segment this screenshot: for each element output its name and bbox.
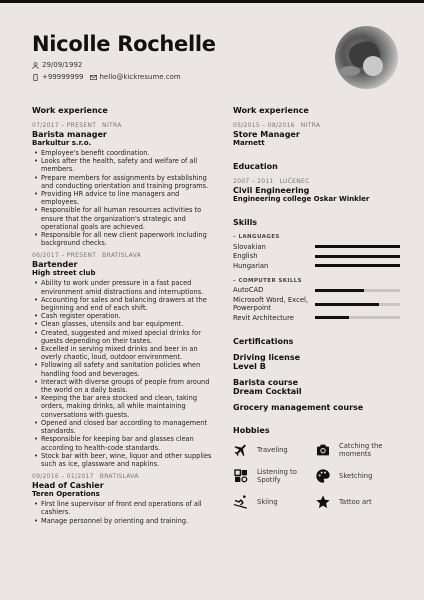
star-icon <box>315 494 331 510</box>
education-entry <box>233 178 403 204</box>
airplane-icon <box>233 442 249 458</box>
job-bullets <box>32 279 212 468</box>
skill-name: AutoCAD <box>233 286 264 295</box>
skill-row <box>233 313 403 323</box>
job-entry <box>32 122 212 247</box>
job-title: Store Manager <box>233 130 300 139</box>
bullet-item: • Looks after the health, safety and welfare of all members. <box>32 157 212 173</box>
job-dates: 09/2016 – 01/2017 <box>32 473 94 481</box>
job-company: Teren Operations <box>32 490 100 499</box>
person-icon <box>32 62 39 69</box>
phone-icon <box>32 74 39 81</box>
bullet-item: • Accounting for sales and balancing drawers at the beginning and end of each shift. <box>32 296 212 312</box>
bullet-item: • Responsible for all human resources activities to ensure that the organization's strategic and operational goals are achieved. <box>32 206 212 231</box>
contact-info <box>32 59 181 83</box>
education-school: Engineering college Oskar Winkler <box>233 195 370 203</box>
job-location: NITRA <box>300 122 321 129</box>
job-company: Marnett <box>233 139 265 147</box>
certification-name: Grocery management course <box>233 402 364 412</box>
bullet-item: • Following all safety and sanitation policies when handling food and beverages. <box>32 361 212 377</box>
job-company: Barkultur s.r.o. <box>32 139 92 147</box>
education-dates: 2007 – 2011 <box>233 178 274 185</box>
job-dates: 06/2017 – PRESENT <box>32 252 97 260</box>
skill-bar <box>315 255 400 258</box>
section-title-education: Education <box>233 162 278 171</box>
headphones-icon <box>233 468 249 484</box>
skills-category-languages: – LANGUAGES <box>233 234 280 240</box>
skill-row <box>233 242 403 252</box>
job-company: High street club <box>32 269 96 278</box>
bullet-item: • Interact with diverse groups of people from around the world on a daily basis. <box>32 378 212 394</box>
hobby-item <box>315 494 403 510</box>
skill-bar <box>315 303 400 306</box>
job-meta <box>233 122 403 129</box>
hobby-label: Traveling <box>257 445 288 454</box>
hobby-item <box>315 442 403 458</box>
job-location: BRATISLAVA <box>99 473 139 481</box>
bullet-item: • Excelled in serving mixed drinks and beer in an overly chaotic, loud, outdoor environment. <box>32 345 212 361</box>
job-meta <box>32 473 212 480</box>
section-title-work-right: Work experience <box>233 106 309 115</box>
mail-icon <box>90 74 97 81</box>
certification-item <box>233 403 403 412</box>
hobby-item <box>233 442 315 458</box>
skill-bar <box>315 245 400 248</box>
bullet-item: • Providing HR advice to line managers and employees. <box>32 190 212 206</box>
job-meta <box>32 252 212 259</box>
profile-photo <box>335 26 398 89</box>
section-title-hobbies: Hobbies <box>233 425 270 435</box>
job-title: Head of Cashier <box>32 481 104 491</box>
skill-bar <box>315 289 400 292</box>
hobby-label: Listening to Spotify <box>257 467 297 484</box>
job-entry <box>32 473 212 525</box>
hobby-label: Skiing <box>257 497 278 506</box>
certification-name: Barista course <box>233 377 299 387</box>
bullet-item: • Keeping the bar area stocked and clean, taking orders, making drinks, all while maintaining conversations with guests. <box>32 394 212 419</box>
skill-name: Slovakian <box>233 242 266 251</box>
bullet-item: • First line supervisor of front end operations of all cashiers. <box>32 500 212 516</box>
left-column <box>32 106 212 525</box>
skiing-icon <box>233 494 249 510</box>
bullet-item: • Responsible for all new client paperwork including background checks. <box>32 231 212 247</box>
section-title-skills: Skills <box>233 218 258 227</box>
skill-name: Microsoft Word, Excel, Powerpoint <box>233 295 309 312</box>
phone-number: +99999999 <box>42 73 84 81</box>
education-meta <box>233 178 403 185</box>
skills-category-computer: – COMPUTER SKILLS <box>233 277 303 284</box>
bullet-item: • Created, suggested and mixed special drinks for guests depending on their tastes. <box>32 329 212 345</box>
bullet-item: • Employee's benefit coordination. <box>32 149 212 157</box>
job-entry <box>32 252 212 468</box>
job-meta <box>32 122 212 129</box>
hobby-item <box>315 468 403 484</box>
bullet-item: • Stock bar with beer, wine, liquor and other supplies such as ice, glassware and napkins. <box>32 452 212 468</box>
bullet-item: • Cash register operation. <box>32 312 212 320</box>
bullet-item: • Responsible for keeping bar and glasses clean according to health-code standards. <box>32 435 212 451</box>
person-name: Nicolle Rochelle <box>32 32 216 56</box>
job-bullets <box>32 149 212 247</box>
skill-name: Revit Architecture <box>233 313 294 322</box>
hobby-item <box>233 468 315 484</box>
top-bar <box>0 0 424 3</box>
job-title: Barista manager <box>32 130 107 139</box>
bullet-item: • Opened and closed bar according to management standards. <box>32 419 212 435</box>
certification-name: Driving license <box>233 352 301 362</box>
job-bullets <box>32 500 212 525</box>
job-location: BRATISLAVA <box>102 252 142 260</box>
bullet-item: • Prepare members for assignments by establishing and conducting orientation and training programs. <box>32 174 212 190</box>
bullet-item: • Clean glasses, utensils and bar equipment. <box>32 320 212 328</box>
job-dates: 07/2017 – PRESENT <box>32 122 97 129</box>
hobbies-grid <box>233 442 403 510</box>
section-title-work: Work experience <box>32 106 108 115</box>
skill-bar <box>315 264 400 267</box>
job-entry <box>233 122 403 148</box>
hobby-item <box>233 494 315 510</box>
bullet-item: • Manage personnel by orienting and training. <box>32 517 212 525</box>
palette-icon <box>315 468 331 484</box>
skill-row <box>233 261 403 271</box>
job-title: Bartender <box>32 260 78 270</box>
education-degree: Civil Engineering <box>233 186 310 195</box>
hobby-label: Catching the moments <box>339 441 383 458</box>
job-location: NITRA <box>102 122 122 129</box>
right-column <box>233 106 403 510</box>
skill-bar <box>315 316 400 319</box>
certification-item <box>233 378 403 396</box>
skill-name: English <box>233 252 258 261</box>
certification-item <box>233 353 403 371</box>
skill-row <box>233 252 403 262</box>
bullet-item: • Ability to work under pressure in a fast paced environment amid distractions and interruptions. <box>32 279 212 295</box>
hobby-label: Tattoo art <box>339 497 372 506</box>
job-dates: 05/2015 – 08/2016 <box>233 122 295 129</box>
skill-name: Hungarian <box>233 261 269 270</box>
skill-row <box>233 295 403 313</box>
certification-detail: Level B <box>233 361 266 371</box>
birthdate: 29/09/1992 <box>42 61 83 69</box>
email-link[interactable]: hello@kickresume.com <box>99 73 181 81</box>
skill-row <box>233 286 403 296</box>
certification-detail: Dream Cocktail <box>233 386 302 396</box>
education-location: LUČENEC <box>279 178 310 185</box>
camera-icon <box>315 442 331 458</box>
hobby-label: Sketching <box>339 471 373 480</box>
section-title-certifications: Certifications <box>233 336 294 346</box>
